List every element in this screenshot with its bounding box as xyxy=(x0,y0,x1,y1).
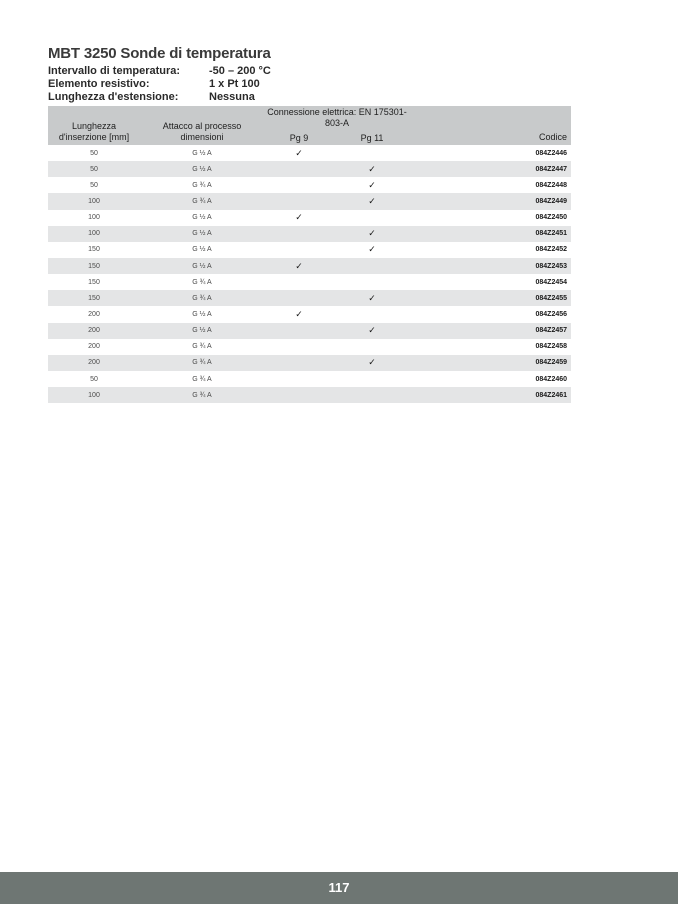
cell-pg11-check xyxy=(334,210,410,226)
cell-pg9-check: ✓ xyxy=(295,212,303,223)
table-row xyxy=(48,339,571,355)
cell-pg11-check: ✓ xyxy=(334,290,410,306)
cell-insertion-length: 200 xyxy=(88,343,100,351)
cell-pg11-check xyxy=(334,339,410,355)
cell-pg11-check: ✓ xyxy=(334,323,410,339)
cell-product-code: 084Z2455 xyxy=(410,290,571,306)
cell-pg9-check xyxy=(264,226,334,242)
cell-process-connection: G ¾ A xyxy=(192,181,212,189)
cell-pg9-check: ✓ xyxy=(295,308,303,319)
cell-process-connection: G ½ A xyxy=(192,214,212,222)
cell-pg11-check: ✓ xyxy=(334,193,410,209)
spec-label: Lunghezza d'estensione: xyxy=(48,91,179,103)
cell-process-connection: G ¾ A xyxy=(192,278,212,286)
cell-process-connection: G ½ A xyxy=(140,258,264,274)
table-row xyxy=(48,145,571,161)
cell-pg11-check xyxy=(334,258,410,274)
cell-process-connection: G ¾ A xyxy=(140,193,264,209)
spec-label: Elemento resistivo: xyxy=(48,78,150,90)
cell-product-code: 084Z2446 xyxy=(535,149,568,157)
cell-pg11-check: ✓ xyxy=(368,179,376,190)
header-process-connection: Attacco al processo dimensioni xyxy=(140,106,264,145)
header-electrical-connection: Connessione elettrica: EN 175301-803-A xyxy=(264,106,410,130)
cell-pg11-check xyxy=(334,371,410,387)
table-row xyxy=(48,274,571,290)
cell-pg9-check xyxy=(264,177,334,193)
spec-value: Nessuna xyxy=(209,91,255,103)
cell-pg9-check xyxy=(264,387,334,403)
cell-insertion-length: 50 xyxy=(90,375,98,383)
cell-pg9-check xyxy=(264,290,334,306)
cell-product-code: 084Z2456 xyxy=(535,310,568,318)
cell-insertion-length: 50 xyxy=(90,149,98,157)
table-row xyxy=(48,177,571,193)
cell-pg11-check xyxy=(334,387,410,403)
table-row xyxy=(48,242,571,258)
cell-process-connection: G ½ A xyxy=(140,161,264,177)
header-pg11: Pg 11 xyxy=(334,130,410,145)
cell-product-code: 084Z2454 xyxy=(535,278,568,286)
cell-product-code: 084Z2448 xyxy=(535,181,568,189)
cell-process-connection: G ¾ A xyxy=(140,355,264,371)
table-row xyxy=(48,306,571,322)
spec-value: 1 x Pt 100 xyxy=(209,78,260,90)
cell-insertion-length: 100 xyxy=(48,226,140,242)
header-pg9: Pg 9 xyxy=(264,130,334,145)
cell-product-code: 084Z2449 xyxy=(410,193,571,209)
header-code: Codice xyxy=(410,106,571,145)
table-row xyxy=(48,355,571,371)
cell-insertion-length: 150 xyxy=(48,290,140,306)
product-code-table xyxy=(48,106,571,403)
cell-insertion-length: 100 xyxy=(48,193,140,209)
cell-insertion-length: 200 xyxy=(48,323,140,339)
cell-pg11-check xyxy=(334,145,410,161)
cell-product-code: 084Z2460 xyxy=(535,375,568,383)
cell-insertion-length: 150 xyxy=(88,246,100,254)
cell-insertion-length: 200 xyxy=(48,355,140,371)
table-row xyxy=(48,226,571,242)
cell-process-connection: G ½ A xyxy=(140,226,264,242)
cell-process-connection: G ¾ A xyxy=(192,343,212,351)
cell-insertion-length: 100 xyxy=(88,214,100,222)
table-row xyxy=(48,387,571,403)
table-row xyxy=(48,371,571,387)
cell-insertion-length: 50 xyxy=(90,181,98,189)
page-footer xyxy=(0,872,678,904)
cell-process-connection: G ¾ A xyxy=(140,387,264,403)
cell-pg11-check: ✓ xyxy=(334,226,410,242)
page-title: MBT 3250 Sonde di temperatura xyxy=(48,45,271,62)
cell-insertion-length: 100 xyxy=(48,387,140,403)
cell-product-code: 084Z2458 xyxy=(535,343,568,351)
spec-value: -50 – 200 °C xyxy=(209,65,271,77)
spec-label: Intervallo di temperatura: xyxy=(48,65,181,77)
cell-insertion-length: 150 xyxy=(88,278,100,286)
cell-pg9-check xyxy=(264,193,334,209)
cell-pg9-check xyxy=(264,339,334,355)
table-row xyxy=(48,323,571,339)
cell-product-code: 084Z2447 xyxy=(410,161,571,177)
cell-pg9-check: ✓ xyxy=(264,258,334,274)
cell-pg9-check xyxy=(264,274,334,290)
cell-pg11-check xyxy=(334,306,410,322)
cell-process-connection: G ½ A xyxy=(192,246,212,254)
table-row xyxy=(48,258,571,274)
table-row xyxy=(48,210,571,226)
cell-process-connection: G ½ A xyxy=(192,149,212,157)
table-row xyxy=(48,161,571,177)
cell-pg9-check xyxy=(264,371,334,387)
cell-pg11-check: ✓ xyxy=(334,355,410,371)
cell-product-code: 084Z2450 xyxy=(535,214,568,222)
cell-insertion-length: 50 xyxy=(48,161,140,177)
cell-product-code: 084Z2459 xyxy=(410,355,571,371)
cell-product-code: 084Z2461 xyxy=(410,387,571,403)
cell-pg9-check xyxy=(264,161,334,177)
cell-pg11-check xyxy=(334,274,410,290)
cell-pg11-check: ✓ xyxy=(368,244,376,255)
cell-pg9-check xyxy=(264,355,334,371)
page-number: 117 xyxy=(328,880,350,895)
table-row xyxy=(48,193,571,209)
cell-insertion-length: 200 xyxy=(88,310,100,318)
header-insertion-length: Lunghezza d'inserzione [mm] xyxy=(48,106,140,145)
cell-process-connection: G ½ A xyxy=(140,323,264,339)
cell-process-connection: G ¾ A xyxy=(192,375,212,383)
cell-pg9-check: ✓ xyxy=(295,147,303,158)
cell-pg11-check: ✓ xyxy=(334,161,410,177)
cell-pg9-check xyxy=(264,242,334,258)
cell-product-code: 084Z2451 xyxy=(410,226,571,242)
cell-product-code: 084Z2457 xyxy=(410,323,571,339)
cell-product-code: 084Z2452 xyxy=(535,246,568,254)
cell-process-connection: G ½ A xyxy=(192,310,212,318)
cell-process-connection: G ¾ A xyxy=(140,290,264,306)
cell-product-code: 084Z2453 xyxy=(410,258,571,274)
cell-pg9-check xyxy=(264,323,334,339)
table-row xyxy=(48,290,571,306)
cell-insertion-length: 150 xyxy=(48,258,140,274)
